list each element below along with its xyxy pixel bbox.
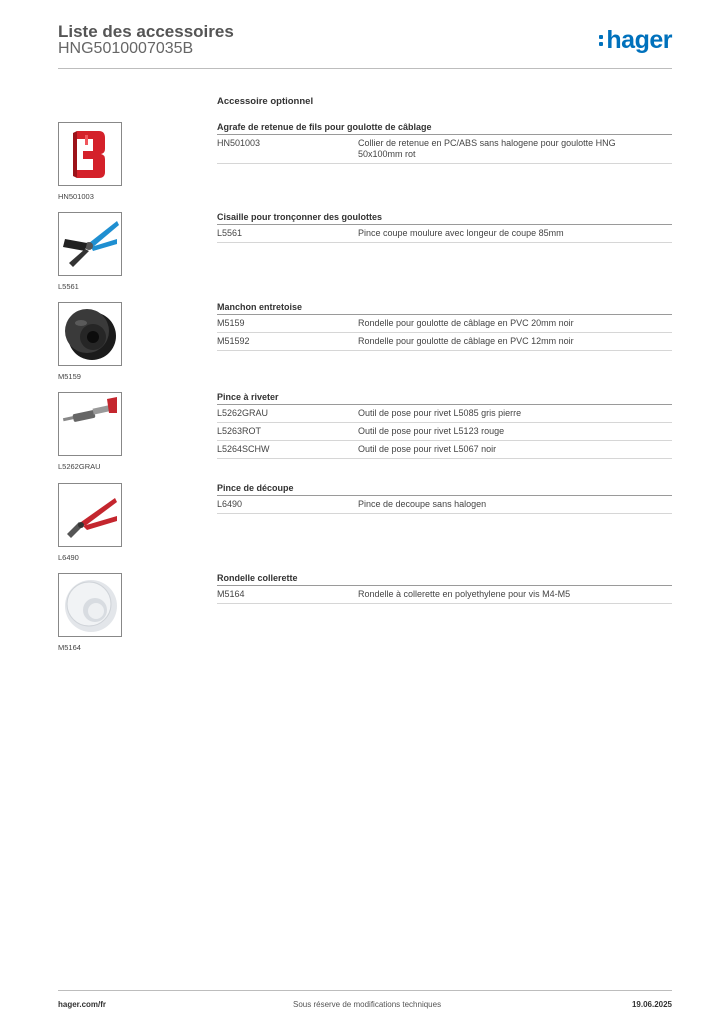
page-header bbox=[58, 22, 672, 69]
article-description: Pince coupe moulure avec longeur de coupe 85mm bbox=[358, 228, 564, 238]
article-list bbox=[217, 135, 672, 164]
article-row bbox=[217, 586, 672, 604]
article-list bbox=[217, 586, 672, 604]
article-ref: M5164 bbox=[217, 589, 245, 599]
article-ref: L5561 bbox=[217, 228, 243, 238]
group-title: Pince de découpe bbox=[217, 483, 672, 496]
article-row bbox=[217, 315, 672, 333]
image-label: M5159 bbox=[58, 372, 81, 381]
article-list bbox=[217, 315, 672, 351]
article-ref: M51592 bbox=[217, 336, 250, 346]
image-label: L6490 bbox=[58, 553, 79, 562]
article-row bbox=[217, 135, 672, 164]
page-footer bbox=[58, 990, 672, 1015]
footer-website-link[interactable]: hager.com/fr bbox=[58, 1000, 107, 1009]
footer-date: 19.06.2025 bbox=[631, 1000, 672, 1009]
group-title: Agrafe de retenue de fils pour goulotte de câblage bbox=[217, 122, 672, 135]
article-row bbox=[217, 405, 672, 423]
article-row bbox=[217, 423, 672, 441]
image-label: L5561 bbox=[58, 282, 79, 291]
article-ref: L5263ROT bbox=[217, 426, 262, 436]
article-description: Outil de pose pour rivet L5123 rouge bbox=[358, 426, 505, 436]
page-title: Liste des accessoires bbox=[58, 22, 234, 41]
article-list bbox=[217, 225, 672, 243]
hager-logo bbox=[599, 26, 672, 55]
group-title: Rondelle collerette bbox=[217, 573, 672, 586]
article-row bbox=[217, 441, 672, 459]
article-ref: L6490 bbox=[217, 499, 243, 509]
group-title: Pince à riveter bbox=[217, 392, 672, 405]
rivet-tool-icon bbox=[58, 392, 122, 456]
logo-dots-icon bbox=[599, 35, 604, 49]
article-ref: M5159 bbox=[217, 318, 245, 328]
article-list bbox=[217, 496, 672, 514]
cutting-pliers-icon bbox=[58, 483, 122, 547]
article-row bbox=[217, 496, 672, 514]
article-ref: L5264SCHW bbox=[217, 444, 270, 454]
image-label: L5262GRAU bbox=[58, 462, 101, 471]
article-description: Collier de retenue en PC/ABS sans halogene pour goulotte HNG 50x100mm rot bbox=[358, 138, 616, 159]
article-description: Rondelle pour goulotte de câblage en PVC 12mm noir bbox=[358, 336, 574, 346]
image-label: M5164 bbox=[58, 643, 81, 652]
group-title: Cisaille pour tronçonner des goulottes bbox=[217, 212, 672, 225]
section-title: Accessoire optionnel bbox=[217, 96, 314, 107]
article-row bbox=[217, 333, 672, 351]
group-title: Manchon entretoise bbox=[217, 302, 672, 315]
product-code: HNG5010007035B bbox=[58, 40, 194, 57]
collar-washer-icon bbox=[58, 573, 122, 637]
article-list bbox=[217, 405, 672, 459]
cutting-shears-icon bbox=[58, 212, 122, 276]
spacer-sleeve-icon bbox=[58, 302, 122, 366]
red-clip-icon bbox=[58, 122, 122, 186]
article-ref: HN501003 bbox=[217, 138, 261, 148]
article-description: Outil de pose pour rivet L5067 noir bbox=[358, 444, 497, 454]
article-ref: L5262GRAU bbox=[217, 408, 269, 418]
article-description: Outil de pose pour rivet L5085 gris pierre bbox=[358, 408, 522, 418]
logo-text: hager bbox=[606, 26, 672, 54]
image-label: HN501003 bbox=[58, 192, 94, 201]
article-description: Rondelle pour goulotte de câblage en PVC 20mm noir bbox=[358, 318, 574, 328]
article-description: Pince de decoupe sans halogen bbox=[358, 499, 487, 509]
article-description: Rondelle à collerette en polyethylene pour vis M4-M5 bbox=[358, 589, 571, 599]
article-row bbox=[217, 225, 672, 243]
footer-note: Sous réserve de modifications techniques bbox=[293, 1000, 442, 1009]
